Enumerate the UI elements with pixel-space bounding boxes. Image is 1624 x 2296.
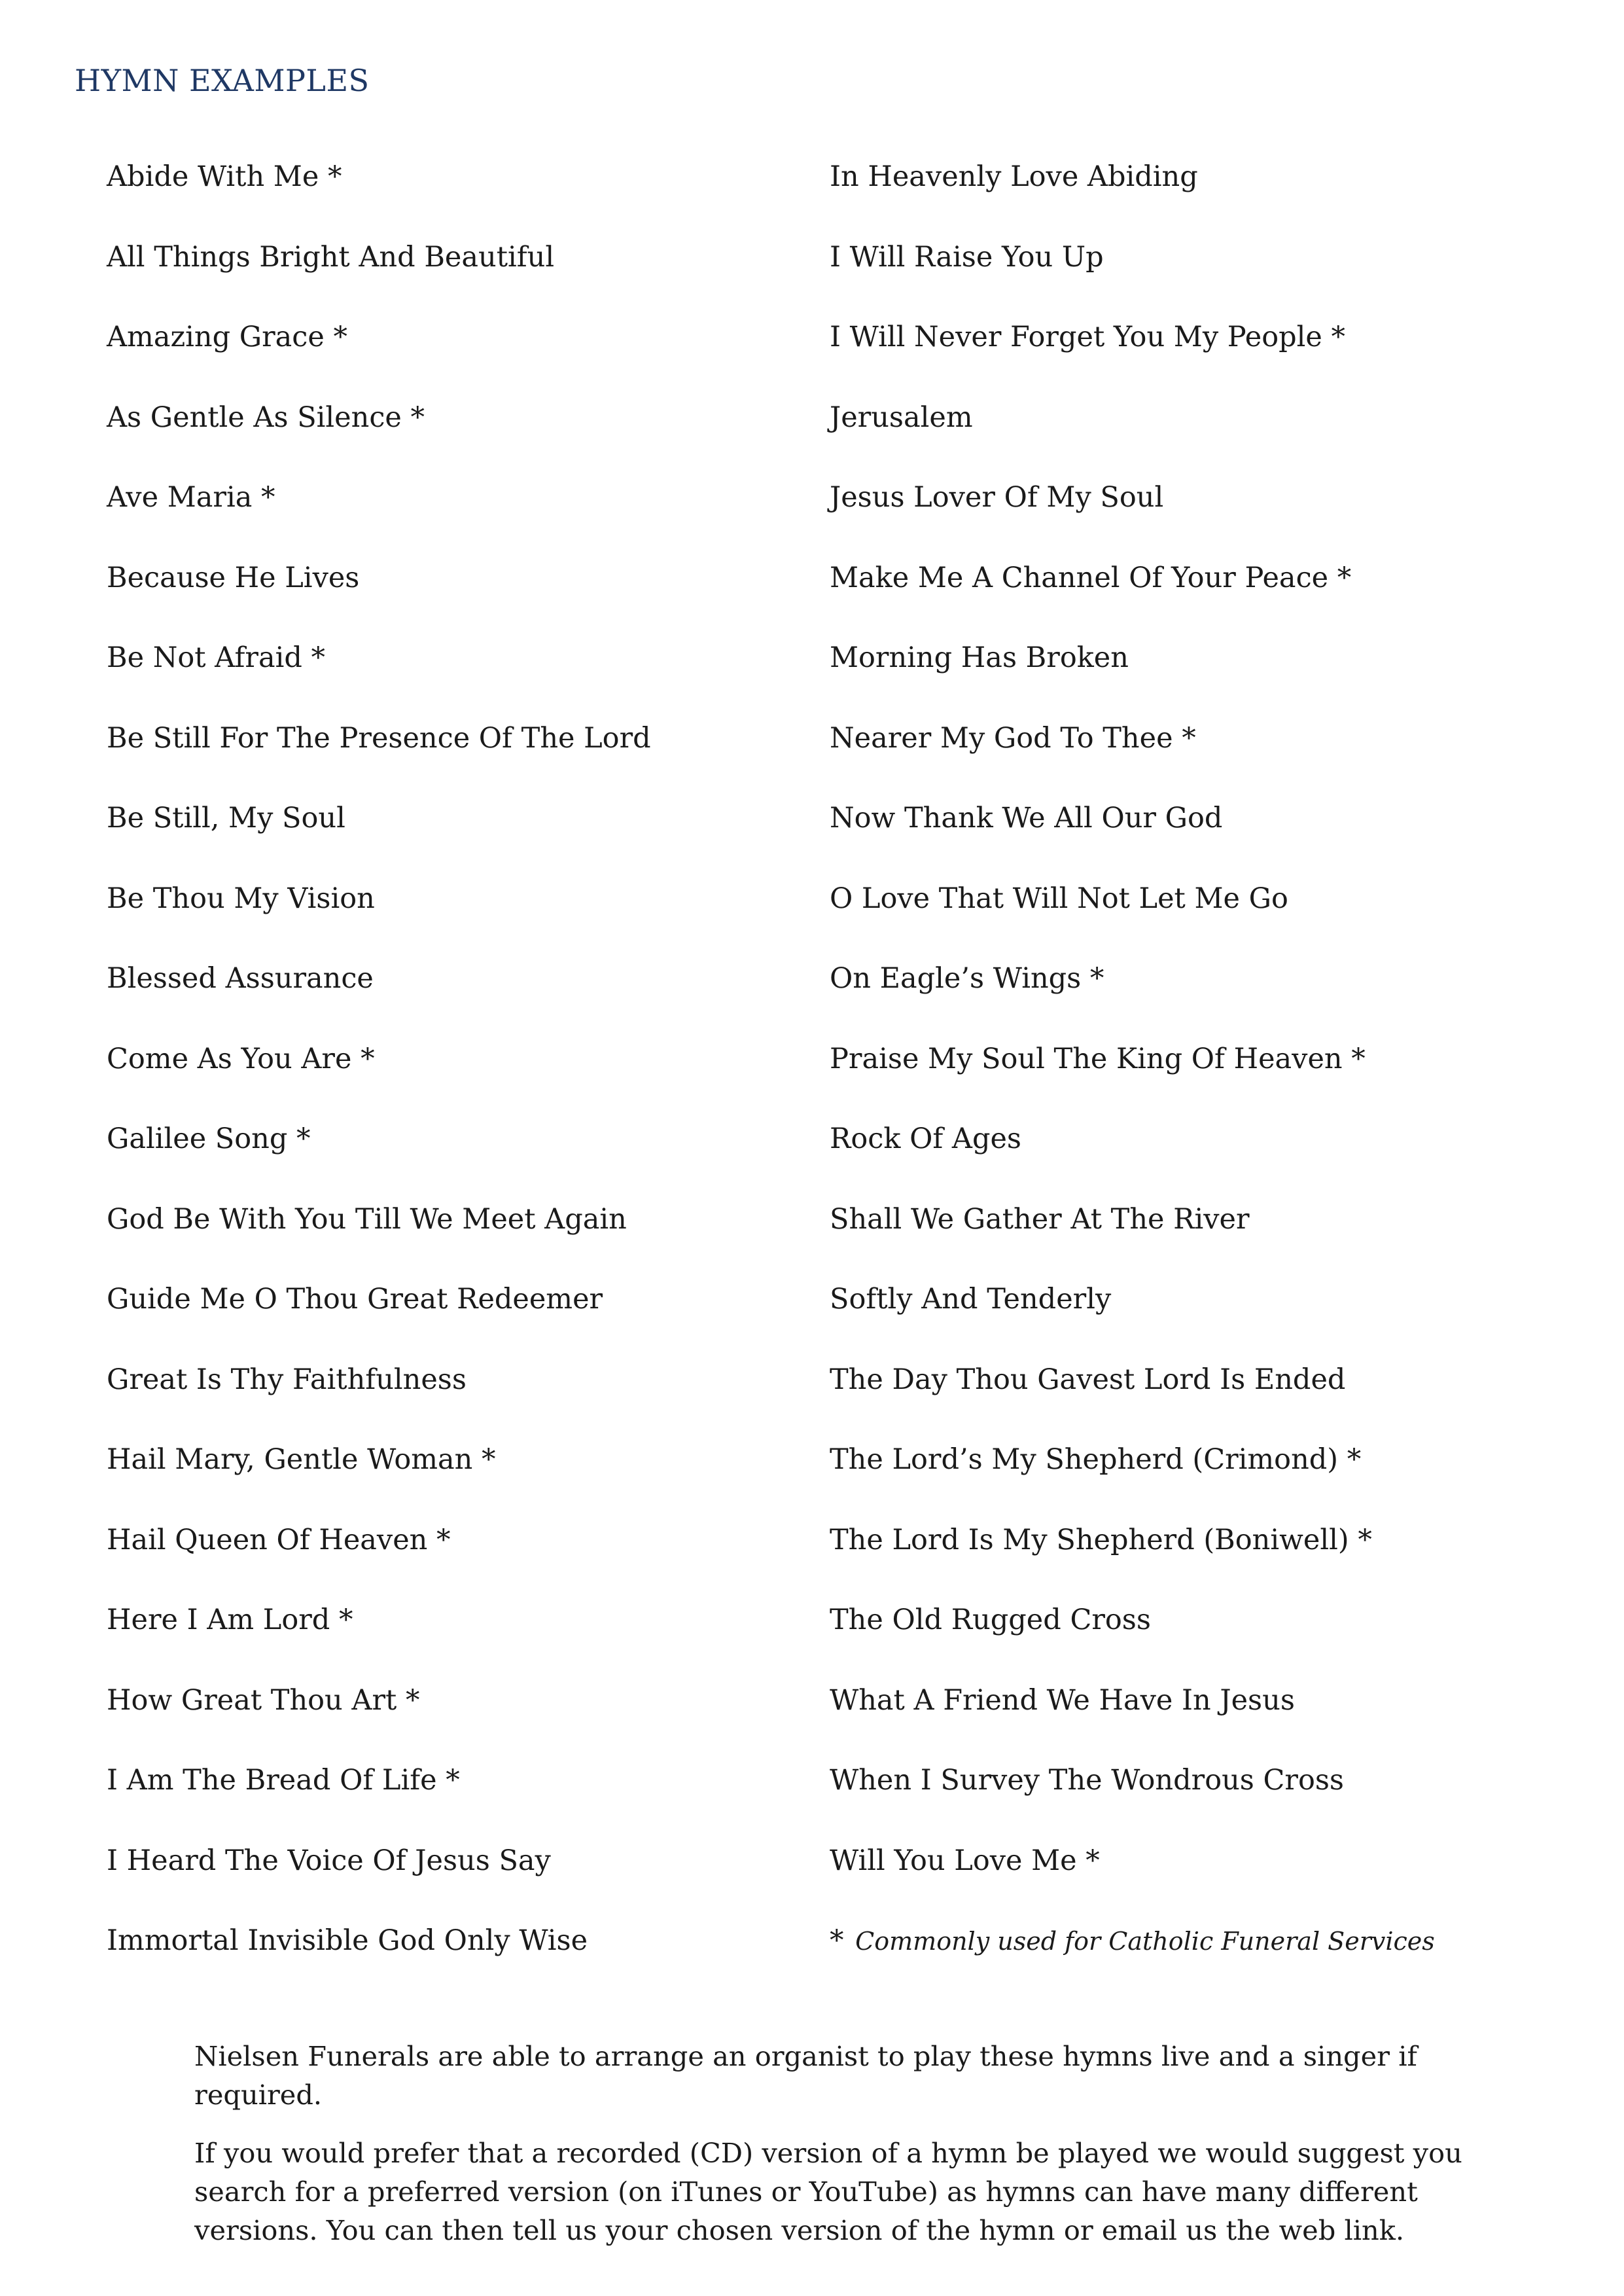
hymn-item: The Lord’s My Shepherd (Crimond) * — [830, 1443, 1362, 1476]
hymn-item: Come As You Are * — [107, 1042, 375, 1075]
hymn-item: I Heard The Voice Of Jesus Say — [107, 1844, 551, 1877]
hymn-item: Here I Am Lord * — [107, 1604, 353, 1636]
hymn-item: In Heavenly Love Abiding — [830, 160, 1198, 193]
hymn-item: Hail Queen Of Heaven * — [107, 1523, 451, 1556]
hymn-item: Praise My Soul The King Of Heaven * — [830, 1042, 1366, 1075]
hymn-item: Because He Lives — [107, 561, 360, 594]
footnote — [830, 1914, 1582, 1995]
hymn-item: Galilee Song * — [107, 1122, 311, 1155]
hymn-item: I Will Raise You Up — [830, 240, 1104, 274]
hymn-item: O Love That Will Not Let Me Go — [830, 882, 1288, 915]
hymn-item: Be Still, My Soul — [107, 802, 345, 834]
note-organist: Nielsen Funerals are able to arrange an organist to play these hymns live and a singer if required. — [194, 2040, 1417, 2111]
hymn-item: Amazing Grace * — [107, 321, 347, 353]
hymn-item: Shall We Gather At The River — [830, 1202, 1250, 1236]
hymn-item: On Eagle’s Wings * — [830, 962, 1104, 995]
hymn-item: Blessed Assurance — [107, 962, 374, 995]
hymn-item: The Old Rugged Cross — [830, 1604, 1151, 1636]
hymn-item: The Day Thou Gavest Lord Is Ended — [830, 1363, 1346, 1396]
hymn-item: What A Friend We Have In Jesus — [830, 1683, 1295, 1717]
hymn-item: As Gentle As Silence * — [107, 401, 425, 434]
notes-section — [194, 2037, 1490, 2269]
footnote-star: * — [830, 1924, 844, 1957]
footnote-text: Commonly used for Catholic Funeral Services — [855, 1927, 1435, 1956]
hymn-item: Softly And Tenderly — [830, 1283, 1112, 1316]
hymn-item: Jerusalem — [830, 401, 973, 434]
hymn-item: Jesus Lover Of My Soul — [830, 481, 1164, 514]
hymn-item: Immortal Invisible God Only Wise — [107, 1924, 588, 1957]
hymn-item: All Things Bright And Beautiful — [107, 240, 555, 274]
hymn-item: I Will Never Forget You My People * — [830, 321, 1346, 353]
hymn-item: The Lord Is My Shepherd (Boniwell) * — [830, 1523, 1372, 1556]
hymn-item: Morning Has Broken — [830, 641, 1129, 674]
hymn-item: Great Is Thy Faithfulness — [107, 1363, 467, 1396]
hymn-item: Nearer My God To Thee * — [830, 721, 1196, 755]
hymn-item: Guide Me O Thou Great Redeemer — [107, 1283, 603, 1316]
hymn-item: Make Me A Channel Of Your Peace * — [830, 561, 1352, 594]
hymn-list-right — [830, 151, 1582, 1995]
hymn-item: Ave Maria * — [107, 481, 275, 514]
page-heading: HYMN EXAMPLES — [75, 63, 370, 98]
hymn-item: When I Survey The Wondrous Cross — [830, 1764, 1344, 1797]
hymn-item: Now Thank We All Our God — [830, 802, 1223, 834]
hymn-item: Rock Of Ages — [830, 1122, 1022, 1155]
hymn-item: Be Thou My Vision — [107, 882, 375, 915]
hymn-item: How Great Thou Art * — [107, 1683, 420, 1717]
note-recorded-version: If you would prefer that a recorded (CD) version of a hymn be played we would suggest you search for a preferred version (on iTunes or YouTube) as hymns can have many different versions. You can then tell us your chosen version of the hymn or email us the web link. — [194, 2137, 1462, 2246]
hymn-item: Be Still For The Presence Of The Lord — [107, 721, 651, 755]
hymn-item: Abide With Me * — [107, 160, 342, 193]
hymn-item: I Am The Bread Of Life * — [107, 1764, 460, 1797]
hymn-item: Hail Mary, Gentle Woman * — [107, 1443, 496, 1476]
hymn-list-left — [107, 151, 794, 1995]
hymn-item: Be Not Afraid * — [107, 641, 326, 674]
hymn-item: God Be With You Till We Meet Again — [107, 1202, 627, 1236]
hymn-item: Will You Love Me * — [830, 1844, 1100, 1877]
